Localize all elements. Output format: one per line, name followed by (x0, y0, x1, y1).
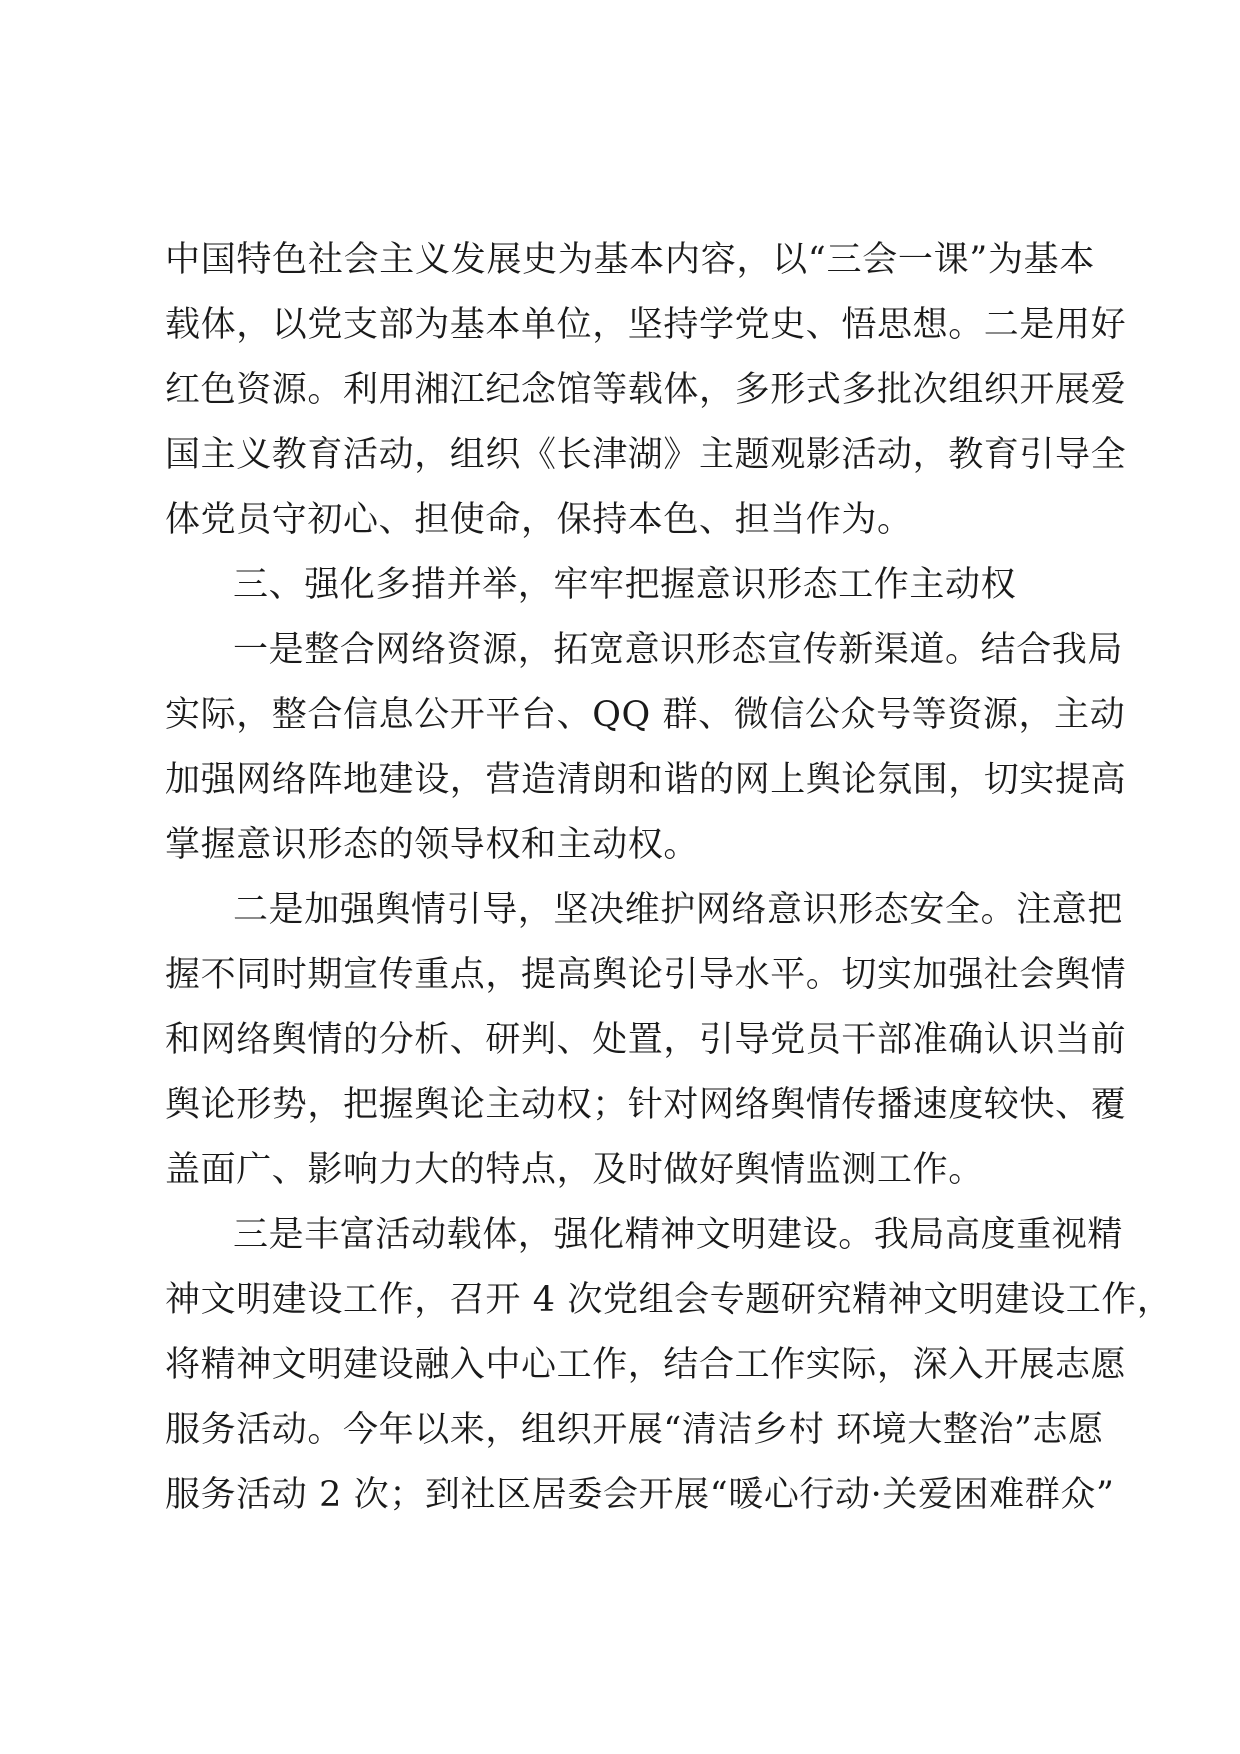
text-line: 舆论形势，把握舆论主动权；针对网络舆情传播速度较快、覆 (165, 1085, 1127, 1125)
document-body (165, 228, 1173, 1528)
text-line: 盖面广、影响力大的特点，及时做好舆情监测工作。 (165, 1150, 984, 1190)
text-line: 三是丰富活动载体，强化精神文明建设。我局高度重视精 (233, 1215, 1124, 1255)
text-line: 一是整合网络资源，拓宽意识形态宣传新渠道。结合我局 (233, 630, 1124, 670)
text-line: 掌握意识形态的领导权和主动权。 (165, 825, 700, 865)
text-line: 握不同时期宣传重点，提高舆论引导水平。切实加强社会舆情 (165, 955, 1127, 995)
text-line: 载体，以党支部为基本单位，坚持学党史、悟思想。二是用好 (165, 305, 1127, 345)
text-line: 红色资源。利用湘江纪念馆等载体，多形式多批次组织开展爱 (165, 370, 1127, 410)
text-line: 加强网络阵地建设，营造清朗和谐的网上舆论氛围，切实提高 (165, 760, 1127, 800)
text-line: 中国特色社会主义发展史为基本内容，以“三会一课”为基本 (165, 240, 1095, 280)
text-line: 和网络舆情的分析、研判、处置，引导党员干部准确认识当前 (165, 1020, 1127, 1060)
text-line: 服务活动 2 次；到社区居委会开展“暖心行动·关爱困难群众” (165, 1475, 1115, 1515)
section-heading: 三、强化多措并举，牢牢把握意识形态工作主动权 (233, 565, 1017, 605)
text-line: 实际，整合信息公开平台、QQ 群、微信公众号等资源，主动 (165, 695, 1126, 735)
text-line: 将精神文明建设融入中心工作，结合工作实际，深入开展志愿 (165, 1345, 1127, 1385)
text-line: 国主义教育活动，组织《长津湖》主题观影活动，教育引导全 (165, 435, 1127, 475)
text-line: 体党员守初心、担使命，保持本色、担当作为。 (165, 500, 913, 540)
text-line: 神文明建设工作，召开 4 次党组会专题研究精神文明建设工作， (165, 1280, 1173, 1320)
text-line: 二是加强舆情引导，坚决维护网络意识形态安全。注意把 (233, 890, 1124, 930)
text-line: 服务活动。今年以来，组织开展“清洁乡村 环境大整治”志愿 (165, 1410, 1104, 1450)
